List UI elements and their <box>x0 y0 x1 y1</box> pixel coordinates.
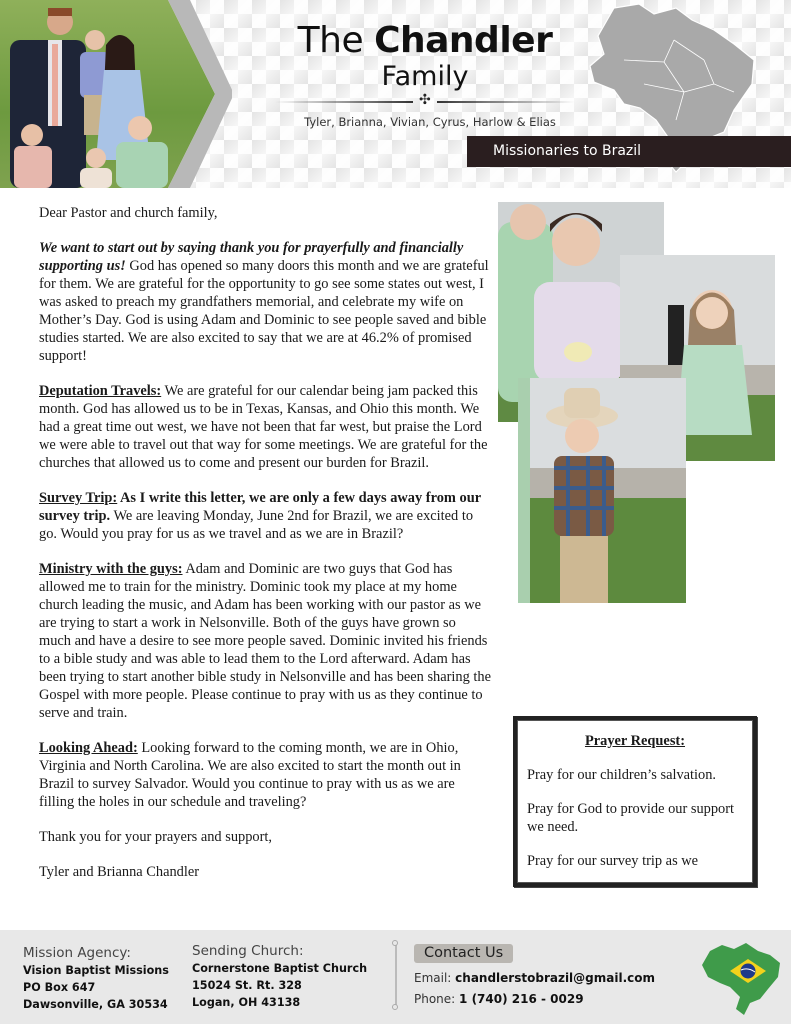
footer <box>0 930 791 1024</box>
section-text: Adam and Dominic are two guys that God has allowed me to train for the ministry. Dominic took my place at my home church leading the music, and Adam has been working with our pastor as we are trying to start a work in Nelsonville. Both of the guys have grown so much and have a desire to see more people saved. Dominic invited his friends to a bible study and was able to lead them to the Lord afterward. Adam has been trying to start another bible study in Nelsonville and has been sharing the Gospel with more people. Please continue to pray with us as they continue to serve and train. <box>39 561 491 721</box>
section-survey-trip <box>39 489 491 543</box>
greeting: Dear Pastor and church family, <box>39 205 218 221</box>
prayer-item: Pray for God to provide our support we need. <box>527 801 735 835</box>
letterhead <box>0 0 791 188</box>
church-address: 15024 St. Rt. 328 <box>192 979 302 992</box>
closing: Thank you for your prayers and support, <box>39 829 272 845</box>
church-label: Sending Church: <box>192 943 304 959</box>
section-heading: Ministry with the guys: <box>39 561 183 577</box>
email-row <box>414 968 655 989</box>
missionaries-banner: Missionaries to Brazil <box>467 136 791 167</box>
agency-name: Vision Baptist Missions <box>23 964 169 977</box>
footer-divider <box>395 944 397 1006</box>
section-heading: Deputation Travels: <box>39 383 162 399</box>
photo-boy-in-hat <box>518 378 686 603</box>
section-looking-ahead <box>39 739 491 811</box>
title-suffix: Family <box>381 61 469 92</box>
prayer-request-box <box>513 716 757 887</box>
church-name: Cornerstone Baptist Church <box>192 962 368 975</box>
email-label: Email: <box>414 971 452 985</box>
prayer-item: Pray for our children’s salvation. <box>527 767 717 783</box>
contact-block <box>414 942 655 1010</box>
section-text: We are grateful for our calendar being jam packed this month. God has allowed us to be in Texas, Kansas, and Ohio this month. We had a great time out west, we have not been that far west, but praise the Lord we were able to travel out that way for some meetings. We are grateful for the churches that allowed us to come and present our burden for Brazil. <box>39 383 488 471</box>
intro-text: God has opened so many doors this month and we are grateful for them. We are grateful for the opportunity to go see some states out west, I was asked to preach my grandfathers memorial, and celebrate my wife on Mother’s Day. God is using Adam and Dominic to see people saved and bible studies started. We are also excited to say that we are at 46.2% of promised support! <box>39 258 489 364</box>
title-prefix: The <box>297 20 364 61</box>
ornament-icon: ✣ <box>419 93 431 108</box>
phone-row <box>414 989 655 1010</box>
prayer-item: Pray for our survey trip as we <box>527 853 699 869</box>
section-text: Looking forward to the coming month, we are in Ohio, Virginia and North Carolina. We are also excited to start the month out in Brazil to survey Salvador. Would you continue to pray with us as we are filling the holes in our schedule and traveling? <box>39 740 461 810</box>
sending-church-block <box>192 942 367 1011</box>
intro-bold: We want to start out by saying thank you for prayerfully and financially supporting us! <box>39 240 464 274</box>
section-text: We are leaving Monday, June 2nd for Brazil, we are excited to go. Would you pray for us as we travel and as we are in Brazil? <box>39 508 474 542</box>
section-deputation <box>39 382 491 472</box>
title-divider <box>275 93 575 108</box>
agency-label: Mission Agency: <box>23 945 131 961</box>
intro-paragraph <box>39 239 491 365</box>
section-heading: Survey Trip: <box>39 490 118 506</box>
mission-agency-block <box>23 944 169 1013</box>
family-photo <box>0 0 232 188</box>
title-family-name: Chandler <box>374 20 553 61</box>
brazil-flag-map-icon <box>700 937 784 1019</box>
phone-link[interactable]: 1 (740) 216 - 0029 <box>459 992 584 1006</box>
letter-body <box>39 204 491 898</box>
section-heading: Looking Ahead: <box>39 740 138 756</box>
section-ministry <box>39 560 491 722</box>
family-names: Tyler, Brianna, Vivian, Cyrus, Harlow & Elias <box>304 115 556 129</box>
newsletter-title <box>270 20 580 92</box>
section-bold: As I write this letter, we are only a few days away from our survey trip. <box>39 490 481 524</box>
agency-city: Dawsonville, GA 30534 <box>23 998 168 1011</box>
agency-address: PO Box 647 <box>23 981 96 994</box>
email-link[interactable]: chandlerstobrazil@gmail.com <box>455 971 656 985</box>
contact-us-label: Contact Us <box>414 944 513 963</box>
prayer-heading: Prayer Request: <box>584 733 686 749</box>
signature: Tyler and Brianna Chandler <box>39 864 200 880</box>
phone-label: Phone: <box>414 992 456 1006</box>
church-city: Logan, OH 43138 <box>192 996 301 1009</box>
